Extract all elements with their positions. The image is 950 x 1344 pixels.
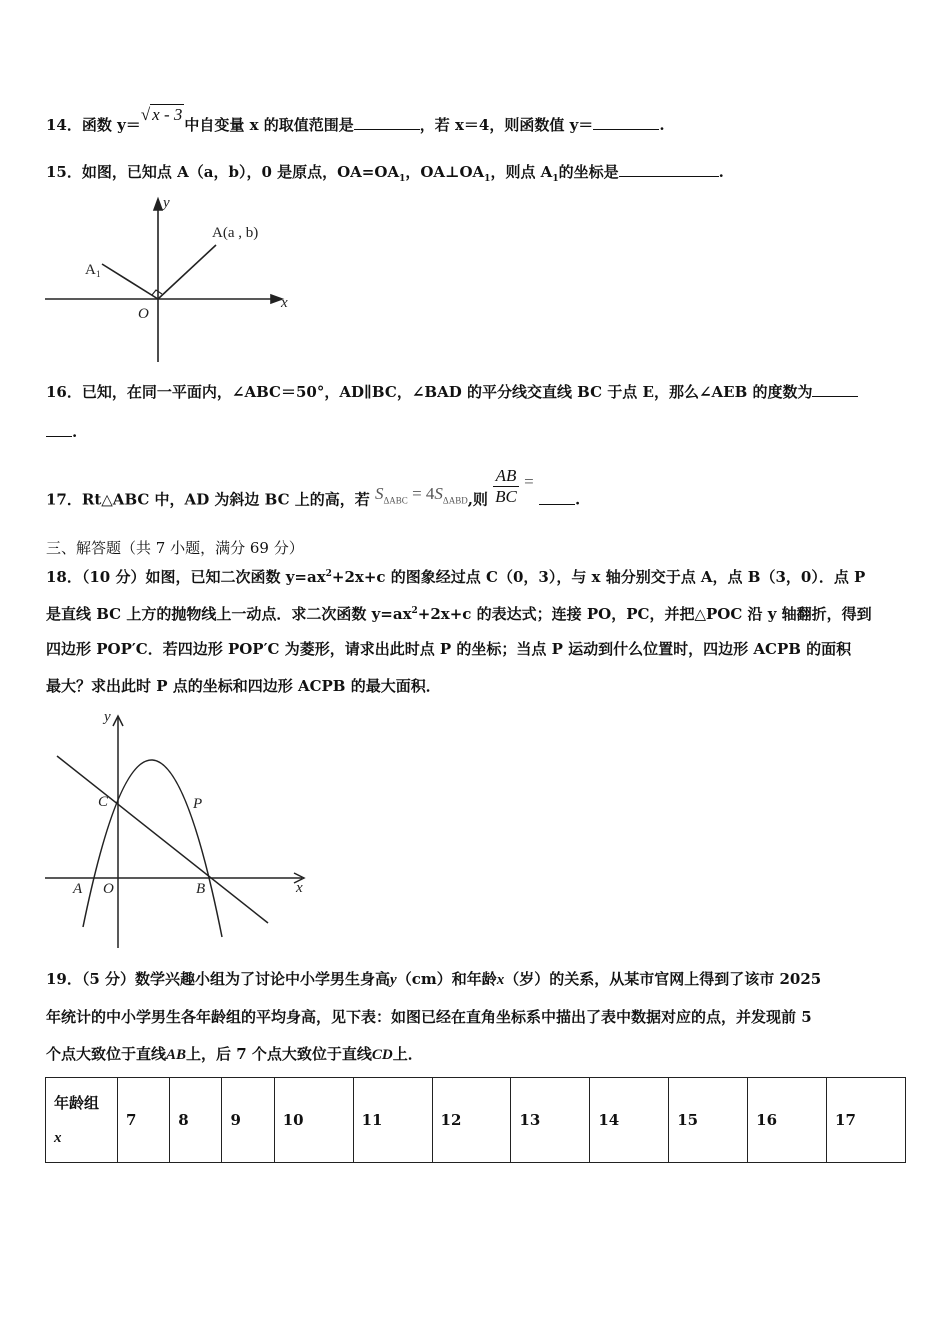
label-x: x xyxy=(281,295,288,311)
age-table xyxy=(45,1077,906,1163)
age-cell: 17 xyxy=(827,1078,906,1163)
answer-blank[interactable] xyxy=(46,422,72,437)
question-18-line4: 最大？求出此时 P 点的坐标和四边形 ACPB 的最大面积． xyxy=(46,677,441,695)
q15-figure xyxy=(45,199,282,362)
label-a: A(a , b) xyxy=(212,225,259,241)
equals-sign: = xyxy=(524,471,534,491)
var-x: x xyxy=(496,972,505,988)
q14-mid: 中自变量 x 的取值范围是 xyxy=(184,116,354,134)
q16-end: . xyxy=(72,423,78,441)
q18-text: +2x+c 的图象经过点 C（0，3），与 x 轴分别交于点 A，点 B（3，0）．点 P xyxy=(331,568,866,586)
label-y: y xyxy=(163,195,170,211)
q17-mid: ,则 xyxy=(467,490,488,509)
label-a1: A xyxy=(85,262,96,278)
section-title: 三、解答题（共 7 小题，满分 69 分） xyxy=(46,539,304,557)
numerator: AB xyxy=(493,466,519,487)
age-cell: 9 xyxy=(222,1078,274,1163)
subscript: 1 xyxy=(399,174,406,184)
y-arrow-icon xyxy=(154,199,162,210)
q19-text: （岁）的关系，从某市官网上得到了该市 2025 xyxy=(504,970,822,988)
line-cd: CD xyxy=(371,1047,393,1063)
q15-text2: ，OA⊥OA xyxy=(405,163,485,181)
age-cell: 16 xyxy=(748,1078,827,1163)
radicand: x - 3 xyxy=(152,105,183,124)
q15-text: 15．如图，已知点 A（a，b），0 是原点，OA=OA xyxy=(46,163,400,181)
question-18-line1 xyxy=(46,564,865,587)
label-a1-sub: 1 xyxy=(96,269,101,279)
subscript: 1 xyxy=(552,174,559,184)
segment-oa xyxy=(158,245,216,299)
age-cell: 15 xyxy=(669,1078,748,1163)
question-16-cont xyxy=(46,422,77,442)
q17-end: . xyxy=(574,490,581,509)
label-o: O xyxy=(103,881,114,897)
label-a: A xyxy=(73,881,83,897)
label-c: C xyxy=(98,794,109,810)
fraction-ab-bc xyxy=(493,466,519,507)
table-row xyxy=(46,1078,906,1163)
segment-oa1 xyxy=(102,264,158,299)
header-cell xyxy=(46,1078,118,1163)
q14-prefix: 14．函数 y＝ xyxy=(46,116,141,134)
q14-mid2: ，若 x＝4，则函数值 y＝ xyxy=(419,116,594,134)
line-ab: AB xyxy=(166,1047,187,1063)
s-sub: ΔABC xyxy=(383,494,408,505)
question-16 xyxy=(46,382,858,402)
question-18-line3: 四边形 POP′C．若四边形 POP′C 为菱形，请求出此时点 P 的坐标；当点 P 运动到什么位置时，四边形 ACPB 的面积 xyxy=(46,640,852,658)
q19-text: 和年龄 xyxy=(451,970,497,988)
age-cell: 8 xyxy=(170,1078,222,1163)
var-y: y xyxy=(390,972,397,988)
age-cell: 11 xyxy=(353,1078,432,1163)
s-symbol: S xyxy=(375,483,384,503)
age-cell: 14 xyxy=(590,1078,669,1163)
superscript: 2 xyxy=(411,606,418,616)
label-p: P xyxy=(193,796,203,812)
answer-blank[interactable] xyxy=(812,382,858,397)
q18-text: 18．（10 分）如图，已知二次函数 y=ax xyxy=(46,568,326,586)
q15-end: . xyxy=(718,163,724,181)
denominator: BC xyxy=(495,487,517,506)
s-symbol: S xyxy=(434,483,443,503)
q16-text: 16．已知，在同一平面内，∠ABC＝50°，AD∥BC，∠BAD 的平分线交直线 BC 于点 E，那么∠AEB 的度数为 xyxy=(46,383,813,401)
question-17 xyxy=(46,466,581,521)
q17-prefix: 17．Rt△ABC 中，AD 为斜边 BC 上的高，若 xyxy=(46,490,370,509)
right-angle-mark xyxy=(152,290,162,295)
header-var: x xyxy=(54,1129,62,1146)
age-cell: 7 xyxy=(118,1078,170,1163)
label-x: x xyxy=(296,880,303,896)
age-cell: 12 xyxy=(432,1078,511,1163)
unit-cm: （cm） xyxy=(396,970,452,988)
question-19-line3 xyxy=(46,1044,423,1065)
age-cell: 13 xyxy=(511,1078,590,1163)
label-b: B xyxy=(196,881,206,897)
s-sub: ΔABD xyxy=(442,494,468,505)
q19-text: 上． xyxy=(392,1045,423,1063)
question-19-line1 xyxy=(46,969,821,990)
q15-text3: ，则点 A xyxy=(490,163,553,181)
q19-text: 上，后 7 个点大致位于直线 xyxy=(186,1045,372,1063)
q14-end: . xyxy=(659,116,665,134)
header-label: 年龄组 xyxy=(54,1093,100,1112)
area-formula xyxy=(375,484,468,503)
eq: = 4 xyxy=(407,483,435,503)
subscript: 1 xyxy=(484,174,491,184)
q15-text4: 的坐标是 xyxy=(558,163,619,181)
q18-text: 是直线 BC 上方的抛物线上一动点．求二次函数 y=ax xyxy=(46,605,412,623)
q19-text: 个点大致位于直线 xyxy=(46,1045,167,1063)
parabola xyxy=(83,760,222,937)
label-o: O xyxy=(138,306,149,322)
q19-text: 19．（5 分）数学兴趣小组为了讨论中小学男生身高 xyxy=(46,970,391,988)
superscript: 2 xyxy=(325,569,332,579)
q18-text: +2x+c 的表达式；连接 PO，PC，并把△POC 沿 y 轴翻折，得到 xyxy=(417,605,872,623)
answer-blank[interactable] xyxy=(539,490,575,505)
question-18-line2 xyxy=(46,601,872,624)
question-19-line2: 年统计的中小学男生各年龄组的平均身高，见下表：如图已经在直角坐标系中描出了表中数据对应的点，并发现前 5 xyxy=(46,1008,812,1026)
q18-figure xyxy=(45,716,304,948)
age-cell: 10 xyxy=(274,1078,353,1163)
sqrt-expression: √ x - 3 xyxy=(140,105,183,124)
label-y: y xyxy=(104,709,111,725)
